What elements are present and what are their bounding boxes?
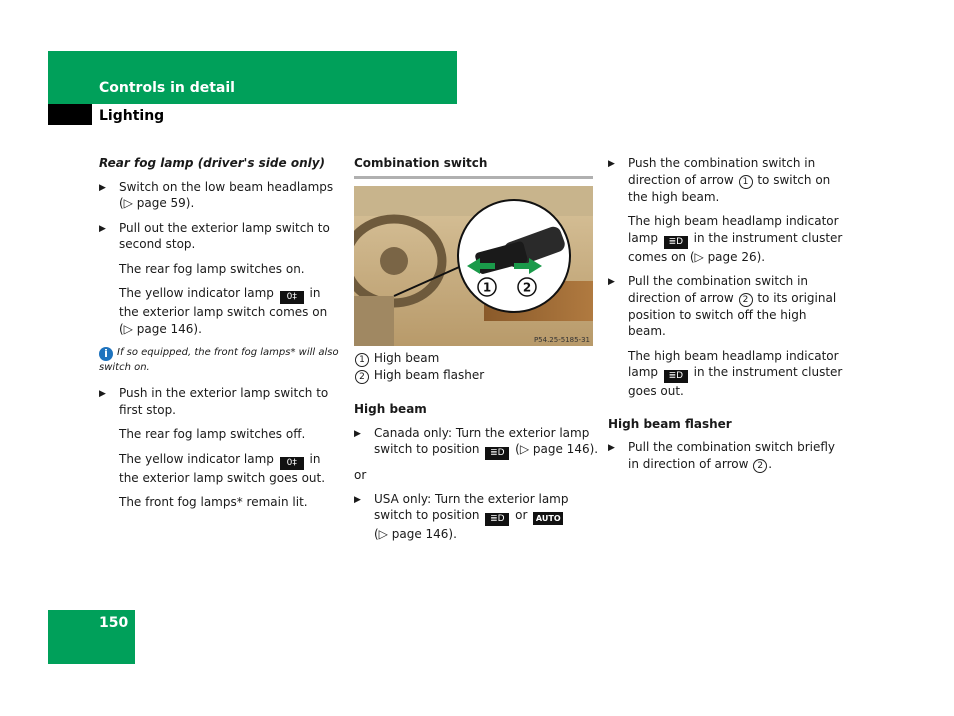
fog-lamp-icon: 0‡ [280, 457, 304, 470]
callout-1-icon: 1 [355, 353, 369, 367]
low-beam-icon: ≣D [485, 447, 509, 460]
result-high-beam-off: The high beam headlamp indicator lamp ≣D in the instrument cluster goes out. [628, 348, 843, 398]
section-marker [48, 104, 92, 125]
legend-flasher: 2 High beam flasher [354, 367, 599, 384]
heading-rule [354, 176, 593, 179]
middle-column [354, 155, 593, 179]
middle-column-lower [354, 350, 599, 543]
chapter-title: Controls in detail [99, 80, 235, 96]
result-fog-off: The rear fog lamp switches off. [119, 427, 306, 441]
auto-icon: AUTO [533, 512, 563, 525]
result-fog-on: The rear fog lamp switches on. [119, 261, 305, 276]
info-icon: i [99, 347, 113, 361]
combination-switch-photo [354, 186, 593, 346]
result-indicator-off: The yellow indicator lamp 0‡ in the exterior lamp switch goes out. [119, 451, 326, 485]
or-text: or [354, 468, 367, 482]
high-beam-icon: ≣D [664, 236, 688, 249]
bullet-arrow-icon: ▶ [608, 277, 615, 287]
bullet-arrow-icon: ▶ [99, 389, 106, 399]
dashboard-illustration [354, 186, 593, 346]
callout-2-icon: 2 [739, 293, 753, 307]
right-column [608, 155, 848, 473]
callout-1: 1 [482, 280, 492, 295]
fog-lamp-heading: Rear fog lamp (driver's side only) [99, 156, 326, 170]
result-high-beam-on: The high beam headlamp indicator lamp ≣D in the instrument cluster comes on (▷ page 26). [628, 214, 843, 264]
step-pull-high-beam: ▶ Pull the combination switch in direction of arrow 2 to its original position to switch off the high beam. [608, 274, 837, 338]
callout-2: 2 [522, 280, 532, 295]
step-push-high-beam: ▶ Push the combination switch in direction of arrow 1 to switch on the high beam. [608, 156, 831, 204]
step-flasher: ▶ Pull the combination switch briefly in direction of arrow 2 . [608, 440, 836, 471]
bullet-arrow-icon: ▶ [99, 182, 106, 193]
callout-1-icon: 1 [739, 175, 753, 189]
left-column [99, 155, 339, 511]
callout-2-icon: 2 [753, 459, 767, 473]
low-beam-icon: ≣D [485, 513, 509, 526]
bullet-arrow-icon: ▶ [99, 223, 106, 234]
info-note: i If so equipped, the front fog lamps* will also switch on. [99, 347, 339, 373]
bullet-arrow-icon: ▶ [354, 428, 361, 439]
step-switch-low-beam: ▶ Switch on the low beam headlamps (▷ page 59). [99, 179, 334, 210]
high-beam-heading: High beam [354, 402, 427, 416]
step-pull-switch: ▶ Pull out the exterior lamp switch to second stop. [99, 220, 330, 251]
result-indicator-on: The yellow indicator lamp 0‡ in the exterior lamp switch comes on (▷ page 146). [119, 286, 328, 336]
fog-lamp-icon: 0‡ [280, 291, 304, 304]
bullet-arrow-icon: ▶ [608, 443, 615, 453]
flasher-heading: High beam flasher [608, 416, 732, 431]
bullet-arrow-icon: ▶ [608, 159, 615, 169]
high-beam-icon: ≣D [664, 370, 688, 383]
legend-high-beam: 1 High beam [354, 350, 599, 367]
page-number: 150 [99, 615, 129, 631]
header-band [48, 51, 457, 104]
bullet-arrow-icon: ▶ [354, 494, 361, 505]
step-usa: ▶ USA only: Turn the exterior lamp switch to position ≣D or AUTO (▷ page 146). [354, 491, 569, 541]
combination-switch-heading: Combination switch [354, 156, 488, 170]
result-front-fog: The front fog lamps* remain lit. [119, 495, 308, 509]
step-push-switch: ▶ Push in the exterior lamp switch to first stop. [99, 386, 329, 417]
section-title: Lighting [99, 108, 165, 124]
callout-2-icon: 2 [355, 370, 369, 384]
step-canada: ▶ Canada only: Turn the exterior lamp switch to position ≣D (▷ page 146). [354, 425, 599, 458]
image-code: P54.25-5185-31 [533, 336, 590, 344]
